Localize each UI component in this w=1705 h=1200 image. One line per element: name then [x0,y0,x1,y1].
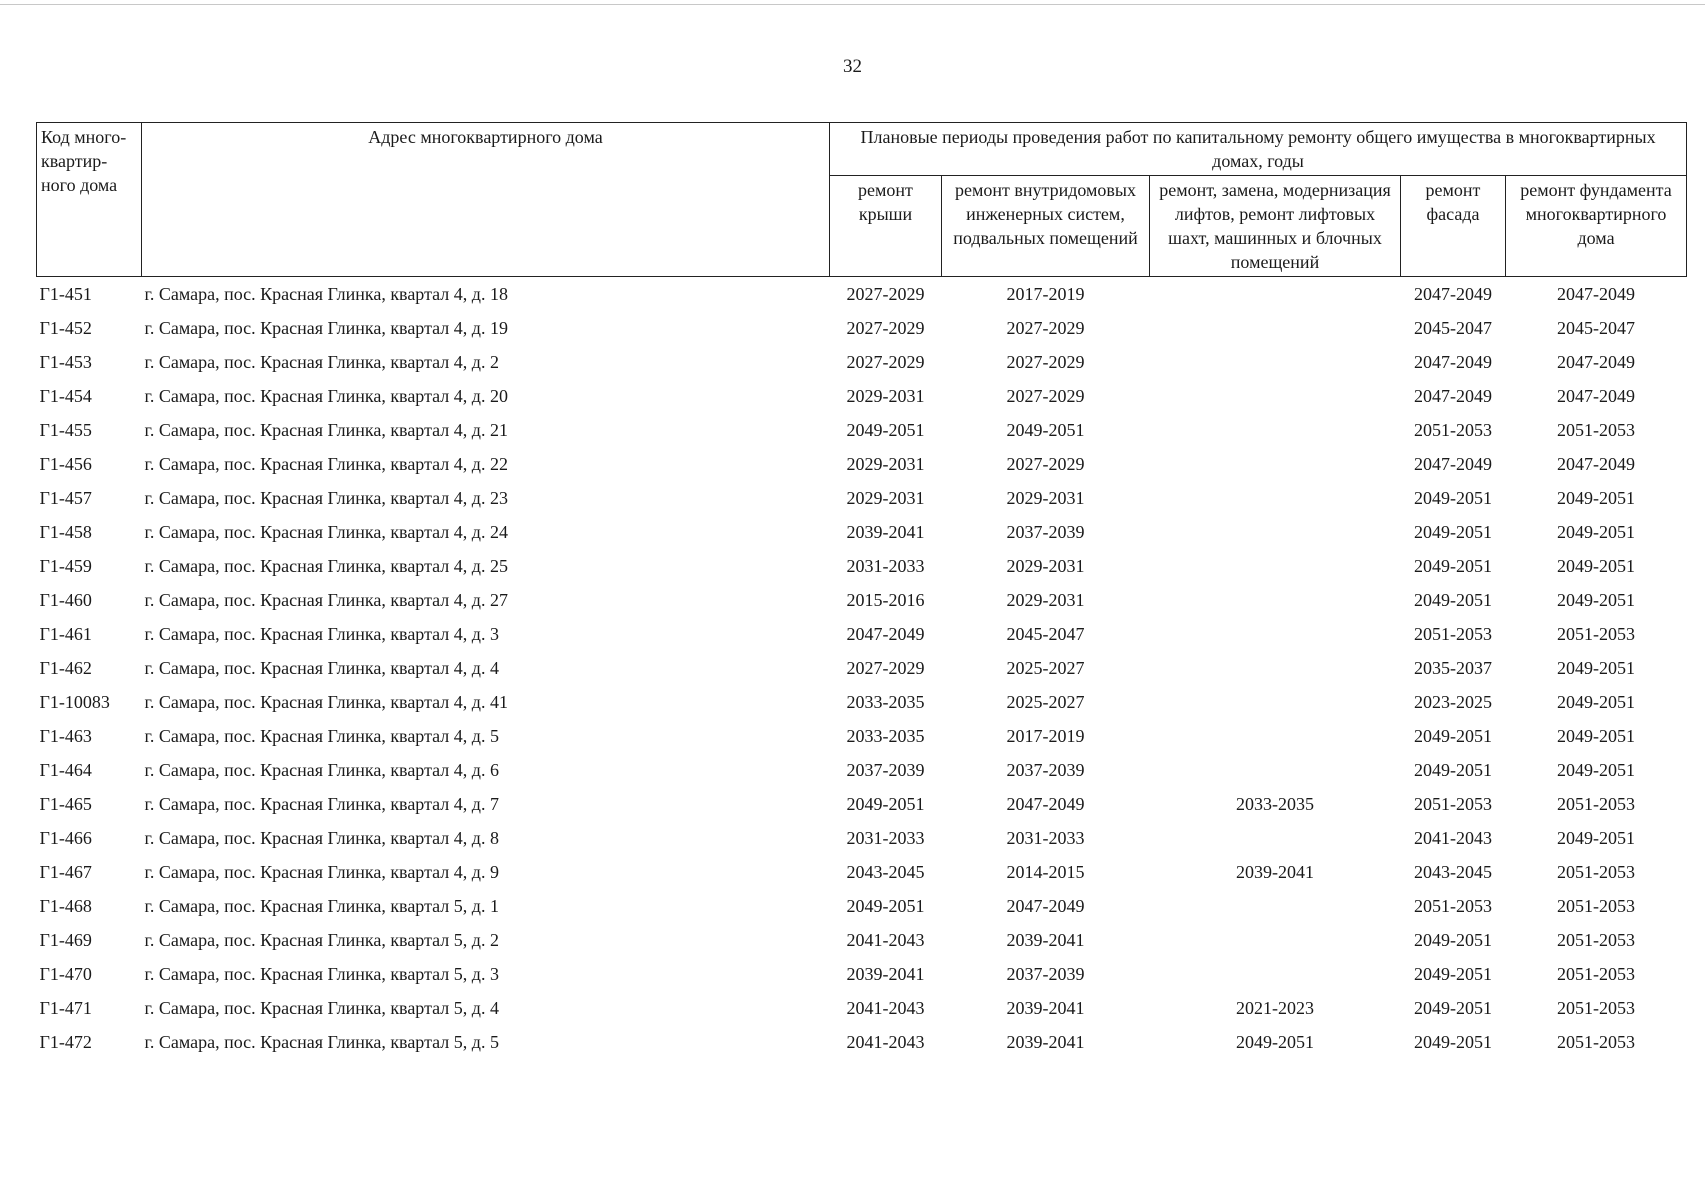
cell-code: Г1-10083 [39,692,110,712]
cell-facade: 2049-2051 [1414,488,1492,508]
cell-address: г. Самара, пос. Красная Глинка, квартал 4, д. 5 [144,726,499,746]
cell-address: г. Самара, пос. Красная Глинка, квартал 4, д. 3 [144,624,499,644]
cell-roof: 2037-2039 [846,760,925,780]
cell-code: Г1-469 [39,930,92,950]
cell-systems: 2039-2041 [1006,1032,1085,1052]
table-row [37,311,1687,345]
cell-code: Г1-465 [39,794,92,814]
cell-systems: 2027-2029 [1006,352,1085,372]
cell-foundation: 2049-2051 [1557,828,1636,848]
table-row [37,651,1687,685]
cell-elevators [1150,515,1401,549]
cell-roof: 2027-2029 [846,284,925,304]
cell-facade: 2049-2051 [1414,726,1492,746]
cell-facade: 2049-2051 [1414,760,1492,780]
cell-roof: 2033-2035 [846,726,925,746]
cell-facade: 2049-2051 [1414,964,1492,984]
header-elevators: ремонт, замена, модернизация лифтов, ремонт лифтовых шахт, машинных и блочных помещений [1150,176,1401,277]
cell-address: г. Самара, пос. Красная Глинка, квартал 4, д. 9 [144,862,499,882]
cell-systems: 2014-2015 [1006,862,1085,882]
cell-systems: 2037-2039 [1006,964,1085,984]
cell-elevators [1150,277,1401,312]
cell-elevators: 2049-2051 [1236,1032,1314,1052]
cell-systems: 2039-2041 [1006,930,1085,950]
cell-roof: 2041-2043 [846,998,925,1018]
cell-code: Г1-462 [39,658,92,678]
cell-elevators [1150,685,1401,719]
table-row [37,617,1687,651]
cell-systems: 2047-2049 [1006,896,1085,916]
table-header [37,123,1687,277]
cell-facade: 2047-2049 [1414,352,1492,372]
cell-facade: 2049-2051 [1414,522,1492,542]
cell-roof: 2033-2035 [846,692,925,712]
cell-foundation: 2049-2051 [1557,556,1636,576]
cell-elevators [1150,345,1401,379]
cell-address: г. Самара, пос. Красная Глинка, квартал 4, д. 19 [144,318,508,338]
cell-address: г. Самара, пос. Красная Глинка, квартал 4, д. 27 [144,590,508,610]
cell-address: г. Самара, пос. Красная Глинка, квартал 5, д. 2 [144,930,499,950]
cell-facade: 2047-2049 [1414,386,1492,406]
cell-foundation: 2051-2053 [1557,624,1636,644]
cell-code: Г1-454 [39,386,92,406]
cell-facade: 2047-2049 [1414,284,1492,304]
cell-facade: 2047-2049 [1414,454,1492,474]
cell-elevators [1150,413,1401,447]
header-code: Код много-квартир-ного дома [37,123,142,277]
cell-elevators [1150,379,1401,413]
cell-foundation: 2045-2047 [1557,318,1636,338]
cell-address: г. Самара, пос. Красная Глинка, квартал 4, д. 7 [144,794,499,814]
page-number: 32 [843,56,862,77]
table-row [37,447,1687,481]
cell-elevators [1150,447,1401,481]
cell-roof: 2049-2051 [846,420,925,440]
table-row [37,991,1687,1025]
cell-elevators [1150,311,1401,345]
cell-code: Г1-466 [39,828,92,848]
cell-address: г. Самара, пос. Красная Глинка, квартал 4, д. 4 [144,658,499,678]
table-row [37,719,1687,753]
cell-code: Г1-467 [39,862,92,882]
header-address: Адрес многоквартирного дома [142,123,830,277]
cell-elevators [1150,549,1401,583]
cell-foundation: 2049-2051 [1557,590,1636,610]
cell-systems: 2025-2027 [1006,658,1085,678]
table-row [37,753,1687,787]
cell-elevators: 2033-2035 [1236,794,1314,814]
cell-address: г. Самара, пос. Красная Глинка, квартал 4, д. 22 [144,454,508,474]
cell-elevators: 2039-2041 [1236,862,1314,882]
cell-systems: 2017-2019 [1006,726,1085,746]
cell-roof: 2015-2016 [846,590,925,610]
table-row [37,345,1687,379]
cell-systems: 2045-2047 [1006,624,1085,644]
cell-facade: 2045-2047 [1414,318,1492,338]
capital-repair-table [36,122,1687,1059]
cell-foundation: 2051-2053 [1557,794,1636,814]
cell-roof: 2027-2029 [846,318,925,338]
table-row [37,923,1687,957]
cell-systems: 2029-2031 [1006,590,1085,610]
cell-roof: 2027-2029 [846,658,925,678]
cell-elevators [1150,583,1401,617]
cell-foundation: 2051-2053 [1557,420,1636,440]
cell-foundation: 2051-2053 [1557,964,1636,984]
cell-roof: 2029-2031 [846,386,925,406]
cell-elevators [1150,889,1401,923]
cell-facade: 2023-2025 [1414,692,1492,712]
cell-foundation: 2051-2053 [1557,998,1636,1018]
cell-code: Г1-455 [39,420,92,440]
cell-roof: 2049-2051 [846,794,925,814]
cell-foundation: 2051-2053 [1557,930,1636,950]
header-periods-group: Плановые периоды проведения работ по капитальному ремонту общего имущества в многоквартирных домах, годы [830,123,1687,176]
cell-foundation: 2049-2051 [1557,522,1636,542]
cell-elevators [1150,753,1401,787]
cell-code: Г1-464 [39,760,92,780]
cell-elevators [1150,651,1401,685]
cell-facade: 2051-2053 [1414,420,1492,440]
cell-facade: 2043-2045 [1414,862,1492,882]
header-foundation: ремонт фундамента многоквартирного дома [1506,176,1687,277]
table-row [37,685,1687,719]
cell-roof: 2047-2049 [846,624,925,644]
cell-facade: 2041-2043 [1414,828,1492,848]
cell-systems: 2027-2029 [1006,318,1085,338]
cell-address: г. Самара, пос. Красная Глинка, квартал 4, д. 41 [144,692,508,712]
cell-elevators [1150,617,1401,651]
cell-address: г. Самара, пос. Красная Глинка, квартал 4, д. 8 [144,828,499,848]
cell-facade: 2049-2051 [1414,556,1492,576]
cell-roof: 2029-2031 [846,454,925,474]
cell-elevators [1150,481,1401,515]
cell-systems: 2029-2031 [1006,556,1085,576]
cell-code: Г1-463 [39,726,92,746]
cell-systems: 2037-2039 [1006,522,1085,542]
cell-roof: 2049-2051 [846,896,925,916]
cell-systems: 2047-2049 [1006,794,1085,814]
cell-code: Г1-459 [39,556,92,576]
cell-elevators [1150,957,1401,991]
table-row [37,549,1687,583]
table-row [37,1025,1687,1059]
table-row [37,855,1687,889]
header-roof: ремонт крыши [830,176,942,277]
cell-systems: 2017-2019 [1006,284,1085,304]
cell-systems: 2049-2051 [1006,420,1085,440]
cell-foundation: 2047-2049 [1557,284,1636,304]
header-systems: ремонт внутридомовых инженерных систем, подвальных помещений [942,176,1150,277]
table-row [37,957,1687,991]
cell-address: г. Самара, пос. Красная Глинка, квартал 5, д. 5 [144,1032,499,1052]
cell-code: Г1-451 [39,284,92,304]
cell-address: г. Самара, пос. Красная Глинка, квартал 4, д. 2 [144,352,499,372]
cell-systems: 2025-2027 [1006,692,1085,712]
cell-systems: 2027-2029 [1006,454,1085,474]
cell-roof: 2043-2045 [846,862,925,882]
cell-code: Г1-470 [39,964,92,984]
cell-foundation: 2051-2053 [1557,862,1636,882]
cell-elevators [1150,923,1401,957]
cell-address: г. Самара, пос. Красная Глинка, квартал 5, д. 1 [144,896,499,916]
cell-address: г. Самара, пос. Красная Глинка, квартал 4, д. 6 [144,760,499,780]
cell-address: г. Самара, пос. Красная Глинка, квартал 4, д. 23 [144,488,508,508]
table-row [37,821,1687,855]
cell-elevators [1150,821,1401,855]
table-row [37,583,1687,617]
cell-foundation: 2049-2051 [1557,760,1636,780]
table-row [37,413,1687,447]
cell-address: г. Самара, пос. Красная Глинка, квартал 4, д. 20 [144,386,508,406]
cell-systems: 2027-2029 [1006,386,1085,406]
cell-code: Г1-468 [39,896,92,916]
cell-foundation: 2047-2049 [1557,352,1636,372]
cell-code: Г1-472 [39,1032,92,1052]
cell-code: Г1-453 [39,352,92,372]
cell-code: Г1-458 [39,522,92,542]
cell-facade: 2049-2051 [1414,1032,1492,1052]
cell-facade: 2051-2053 [1414,624,1492,644]
cell-roof: 2027-2029 [846,352,925,372]
cell-systems: 2039-2041 [1006,998,1085,1018]
cell-address: г. Самара, пос. Красная Глинка, квартал 4, д. 18 [144,284,508,304]
cell-foundation: 2049-2051 [1557,488,1636,508]
cell-foundation: 2049-2051 [1557,658,1636,678]
cell-address: г. Самара, пос. Красная Глинка, квартал 5, д. 4 [144,998,499,1018]
table-row [37,277,1687,312]
table-row [37,481,1687,515]
cell-code: Г1-452 [39,318,92,338]
cell-roof: 2039-2041 [846,522,925,542]
cell-elevators [1150,719,1401,753]
cell-facade: 2051-2053 [1414,794,1492,814]
cell-facade: 2051-2053 [1414,896,1492,916]
cell-foundation: 2049-2051 [1557,726,1636,746]
cell-roof: 2039-2041 [846,964,925,984]
cell-systems: 2037-2039 [1006,760,1085,780]
cell-systems: 2031-2033 [1006,828,1085,848]
table-row [37,889,1687,923]
table-row [37,787,1687,821]
cell-facade: 2035-2037 [1414,658,1492,678]
cell-roof: 2031-2033 [846,556,925,576]
cell-address: г. Самара, пос. Красная Глинка, квартал 4, д. 21 [144,420,508,440]
cell-elevators: 2021-2023 [1236,998,1314,1018]
cell-roof: 2041-2043 [846,1032,925,1052]
top-edge-rule [0,4,1705,5]
cell-foundation: 2051-2053 [1557,896,1636,916]
cell-facade: 2049-2051 [1414,930,1492,950]
table-row [37,515,1687,549]
cell-roof: 2041-2043 [846,930,925,950]
cell-facade: 2049-2051 [1414,998,1492,1018]
cell-code: Г1-471 [39,998,92,1018]
header-facade: ремонт фасада [1401,176,1506,277]
cell-code: Г1-461 [39,624,92,644]
cell-facade: 2049-2051 [1414,590,1492,610]
table-row [37,379,1687,413]
cell-foundation: 2047-2049 [1557,386,1636,406]
cell-foundation: 2049-2051 [1557,692,1636,712]
table-body [37,277,1687,1060]
cell-code: Г1-456 [39,454,92,474]
cell-code: Г1-457 [39,488,92,508]
cell-code: Г1-460 [39,590,92,610]
cell-systems: 2029-2031 [1006,488,1085,508]
cell-foundation: 2051-2053 [1557,1032,1636,1052]
cell-roof: 2031-2033 [846,828,925,848]
cell-foundation: 2047-2049 [1557,454,1636,474]
cell-address: г. Самара, пос. Красная Глинка, квартал 4, д. 24 [144,522,508,542]
cell-roof: 2029-2031 [846,488,925,508]
cell-address: г. Самара, пос. Красная Глинка, квартал 5, д. 3 [144,964,499,984]
cell-address: г. Самара, пос. Красная Глинка, квартал 4, д. 25 [144,556,508,576]
